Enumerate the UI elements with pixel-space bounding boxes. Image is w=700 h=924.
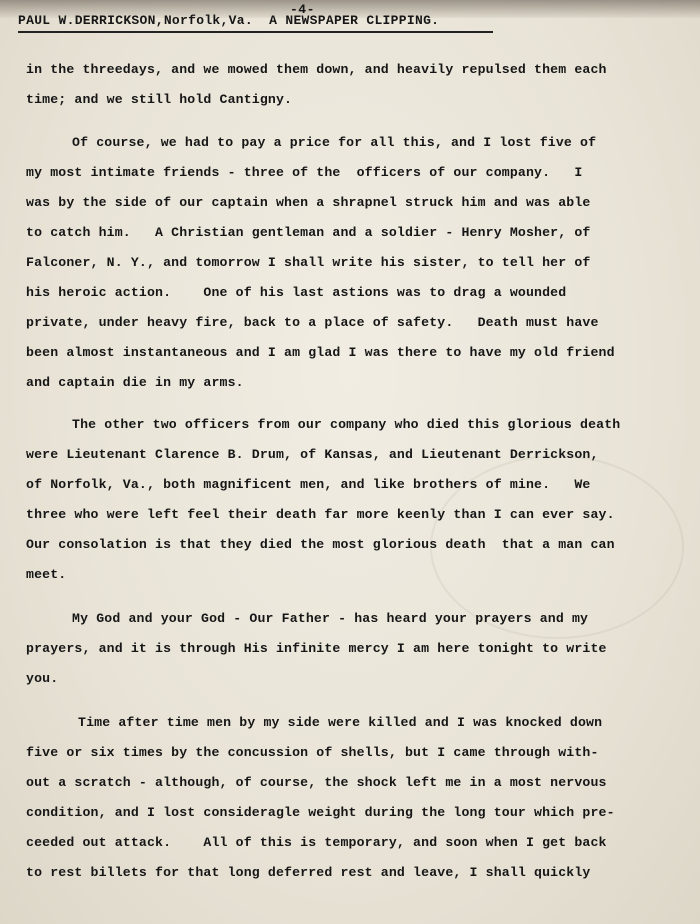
page-number: -4- — [290, 2, 315, 17]
text-line: Our consolation is that they died the most glorious death that a man can — [26, 537, 615, 552]
text-line: was by the side of our captain when a shrapnel struck him and was able — [26, 195, 591, 210]
text-line: to rest billets for that long deferred rest and leave, I shall quickly — [26, 865, 591, 880]
text-line: private, under heavy fire, back to a place of safety. Death must have — [26, 315, 599, 330]
text-line: prayers, and it is through His infinite mercy I am here tonight to write — [26, 641, 607, 656]
paragraph-2 — [26, 128, 686, 398]
text-line: meet. — [26, 567, 67, 582]
text-line: his heroic action. One of his last astions was to drag a wounded — [26, 285, 567, 300]
text-line: The other two officers from our company who died this glorious death — [72, 417, 621, 432]
text-line: and captain die in my arms. — [26, 375, 244, 390]
text-line: you. — [26, 671, 59, 686]
text-line: been almost instantaneous and I am glad I was there to have my old friend — [26, 345, 615, 360]
text-line: condition, and I lost consideragle weight during the long tour which pre- — [26, 805, 615, 820]
text-line: to catch him. A Christian gentleman and a soldier - Henry Mosher, of — [26, 225, 591, 240]
text-line: out a scratch - although, of course, the shock left me in a most nervous — [26, 775, 607, 790]
text-line: My God and your God - Our Father - has heard your prayers and my — [72, 611, 589, 626]
paragraph-4 — [26, 604, 686, 694]
text-line: in the threedays, and we mowed them down, and heavily repulsed them each — [26, 62, 607, 77]
text-line: ceeded out attack. All of this is temporary, and soon when I get back — [26, 835, 607, 850]
text-line: were Lieutenant Clarence B. Drum, of Kansas, and Lieutenant Derrickson, — [26, 447, 599, 462]
text-line: five or six times by the concussion of shells, but I came through with- — [26, 745, 599, 760]
text-line: Falconer, N. Y., and tomorrow I shall write his sister, to tell her of — [26, 255, 591, 270]
text-line: of Norfolk, Va., both magnificent men, and like brothers of mine. We — [26, 477, 591, 492]
header-underline — [18, 31, 493, 33]
paragraph-5 — [26, 708, 686, 888]
text-line: Of course, we had to pay a price for all this, and I lost five of — [72, 135, 597, 150]
text-line: my most intimate friends - three of the officers of our company. I — [26, 165, 583, 180]
text-line: Time after time men by my side were killed and I was knocked down — [78, 715, 603, 730]
page-header-title: PAUL W.DERRICKSON,Norfolk,Va. A NEWSPAPER CLIPPING. — [18, 13, 440, 28]
paragraph-3 — [26, 410, 686, 590]
text-line: three who were left feel their death far more keenly than I can ever say. — [26, 507, 615, 522]
paragraph-1 — [26, 55, 686, 115]
text-line: time; and we still hold Cantigny. — [26, 92, 293, 107]
